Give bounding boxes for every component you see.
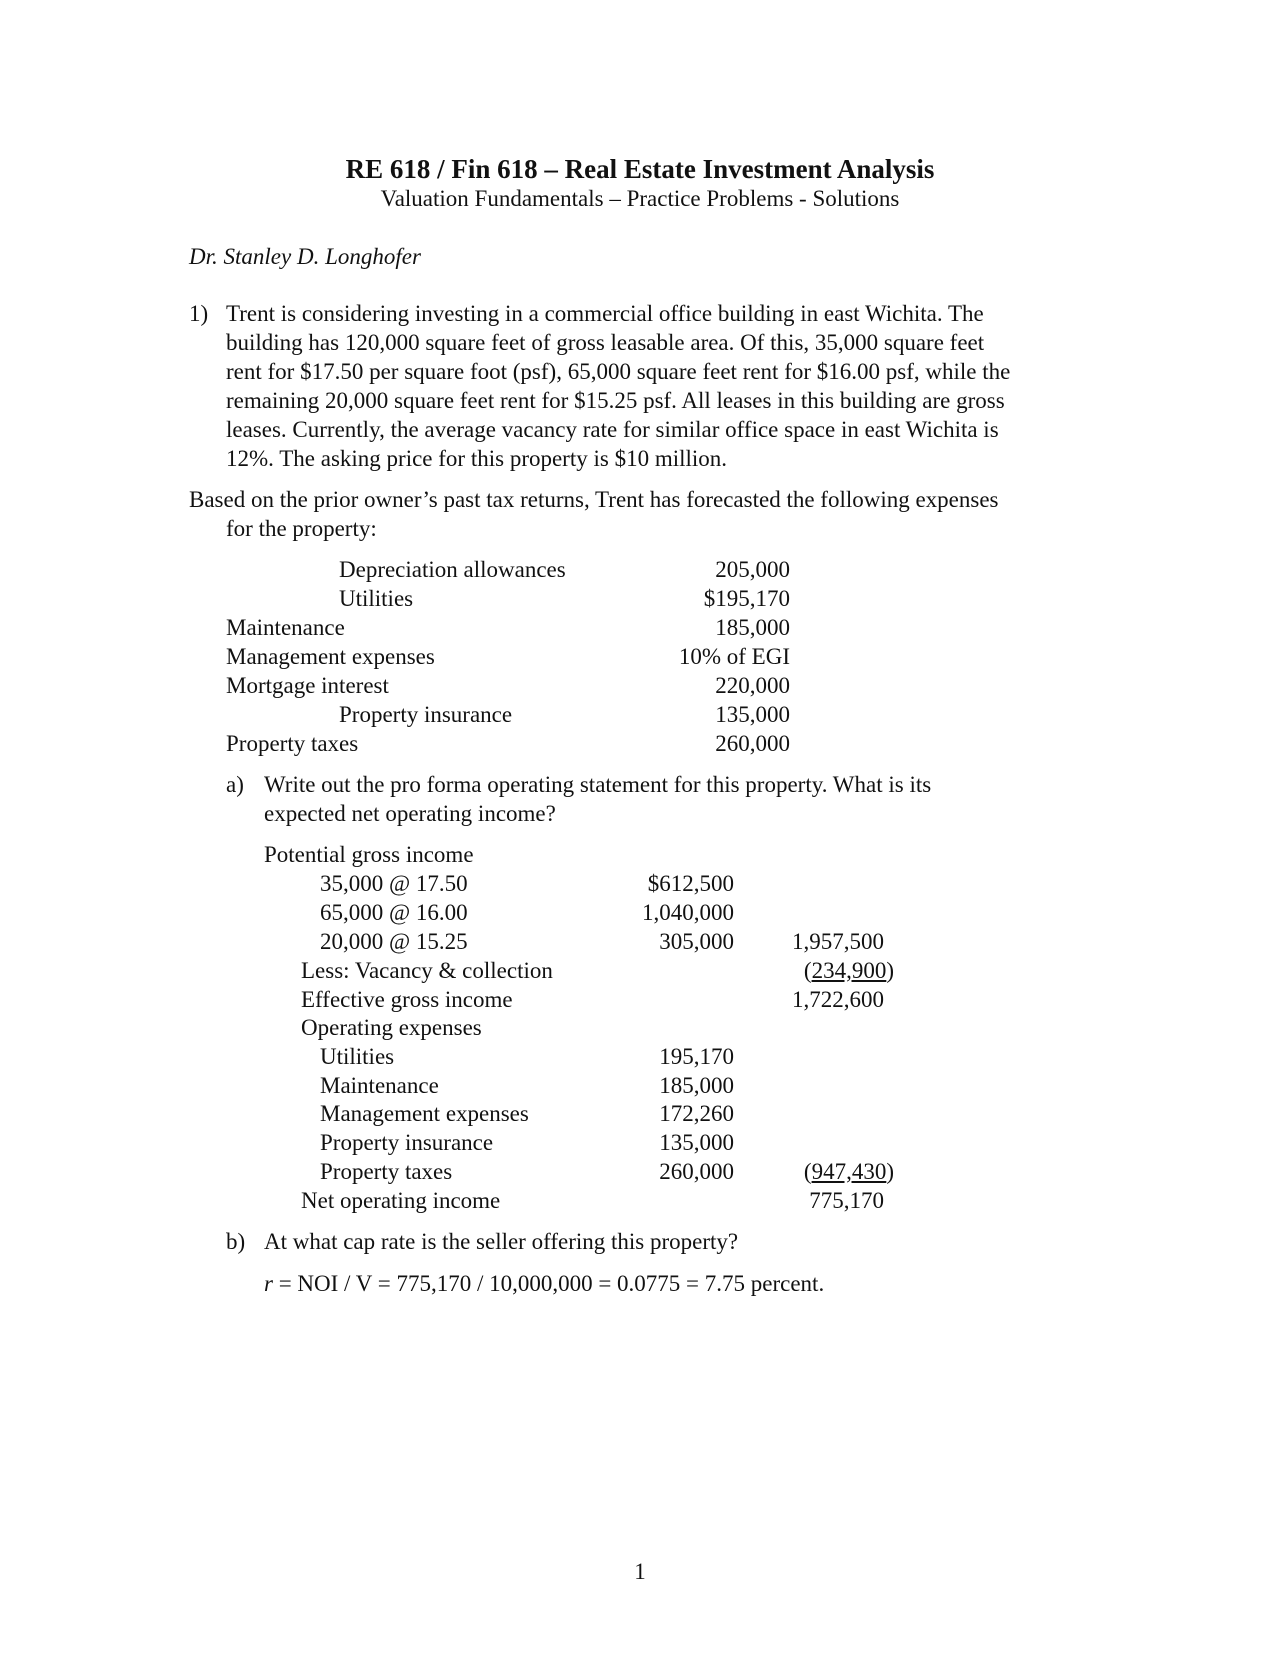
problem-line: remaining 20,000 square feet rent for $15.25 psf. All leases in this building are gross <box>226 388 1005 413</box>
expense-value: 260,000 <box>715 731 790 756</box>
part-b-question: At what cap rate is the seller offering this property? <box>264 1229 739 1254</box>
vacancy-amount: 234,900 <box>811 958 887 983</box>
noi-label: Net operating income <box>301 1188 501 1213</box>
expense-value: 205,000 <box>715 557 790 582</box>
part-b-answer <box>264 1272 824 1295</box>
vacancy-label: Less: Vacancy & collection <box>301 958 553 983</box>
expense-value: 185,000 <box>715 615 790 640</box>
rent-line-label: 65,000 @ 16.00 <box>320 900 468 925</box>
part-a-question-line: Write out the pro forma operating statement for this property. What is its <box>264 772 932 797</box>
expense-label: Property insurance <box>339 702 513 727</box>
pgi-label: Potential gross income <box>264 842 474 867</box>
problem-line: rent for $17.50 per square foot (psf), 65,000 square feet rent for $16.00 psf, while the <box>226 359 1011 384</box>
egi-label: Effective gross income <box>301 987 513 1012</box>
expenses-intro-line: for the property: <box>226 516 377 541</box>
problem-line: building has 120,000 square feet of gross leasable area. Of this, 35,000 square feet <box>226 330 985 355</box>
opex-line-label: Maintenance <box>320 1073 439 1098</box>
egi-value: 1,722,600 <box>792 987 884 1012</box>
opex-line-amount: 195,170 <box>659 1044 734 1069</box>
expense-label: Utilities <box>339 586 414 611</box>
noi-value: 775,170 <box>809 1188 884 1213</box>
part-a-question-line: expected net operating income? <box>264 801 556 826</box>
problem-line: leases. Currently, the average vacancy rate for similar office space in east Wichita is <box>226 417 999 442</box>
rent-line-label: 35,000 @ 17.50 <box>320 871 468 896</box>
opex-line-amount: 260,000 <box>659 1159 734 1184</box>
rent-line-amount: 305,000 <box>659 929 734 954</box>
expense-value: 135,000 <box>715 702 790 727</box>
problem-line: 12%. The asking price for this property is $10 million. <box>226 446 728 471</box>
cap-rate-variable: r <box>264 1271 273 1296</box>
expense-value: 10% of EGI <box>678 644 790 669</box>
opex-line-amount: 185,000 <box>659 1073 734 1098</box>
part-b-label: b) <box>226 1229 246 1254</box>
expense-value: $195,170 <box>703 586 790 611</box>
expenses-intro-line: Based on the prior owner’s past tax returns, Trent has forecasted the following expenses <box>189 487 999 512</box>
expense-label: Property taxes <box>226 731 359 756</box>
opex-line-label: Property insurance <box>320 1130 494 1155</box>
document-title: RE 618 / Fin 618 – Real Estate Investment Analysis <box>345 154 935 184</box>
pgi-total: 1,957,500 <box>792 929 884 954</box>
opex-line-label: Utilities <box>320 1044 395 1069</box>
vacancy-value: (234,900) <box>803 958 894 983</box>
expense-label: Mortgage interest <box>226 673 389 698</box>
rent-line-amount: 1,040,000 <box>642 900 734 925</box>
opex-line-label: Property taxes <box>320 1159 453 1184</box>
page-number: 1 <box>634 1559 646 1584</box>
cap-rate-formula: = NOI / V = 775,170 / 10,000,000 = 0.0775 = 7.75 percent. <box>272 1271 825 1296</box>
author: Dr. Stanley D. Longhofer <box>189 244 421 269</box>
opex-total-amount: 947,430 <box>811 1159 887 1184</box>
part-a-label: a) <box>226 772 244 797</box>
expense-label: Management expenses <box>226 644 435 669</box>
opex-line-amount: 135,000 <box>659 1130 734 1155</box>
document-subtitle: Valuation Fundamentals – Practice Problems - Solutions <box>380 186 900 211</box>
expense-value: 220,000 <box>715 673 790 698</box>
rent-line-label: 20,000 @ 15.25 <box>320 929 468 954</box>
rent-line-amount: $612,500 <box>647 871 734 896</box>
expense-label: Depreciation allowances <box>339 557 566 582</box>
opex-line-amount: 172,260 <box>659 1101 734 1126</box>
problem-number: 1) <box>189 301 209 326</box>
problem-line: Trent is considering investing in a commercial office building in east Wichita. The <box>226 301 984 326</box>
opex-label: Operating expenses <box>301 1015 482 1040</box>
opex-line-label: Management expenses <box>320 1101 529 1126</box>
expense-label: Maintenance <box>226 615 345 640</box>
opex-total: (947,430) <box>803 1159 894 1184</box>
